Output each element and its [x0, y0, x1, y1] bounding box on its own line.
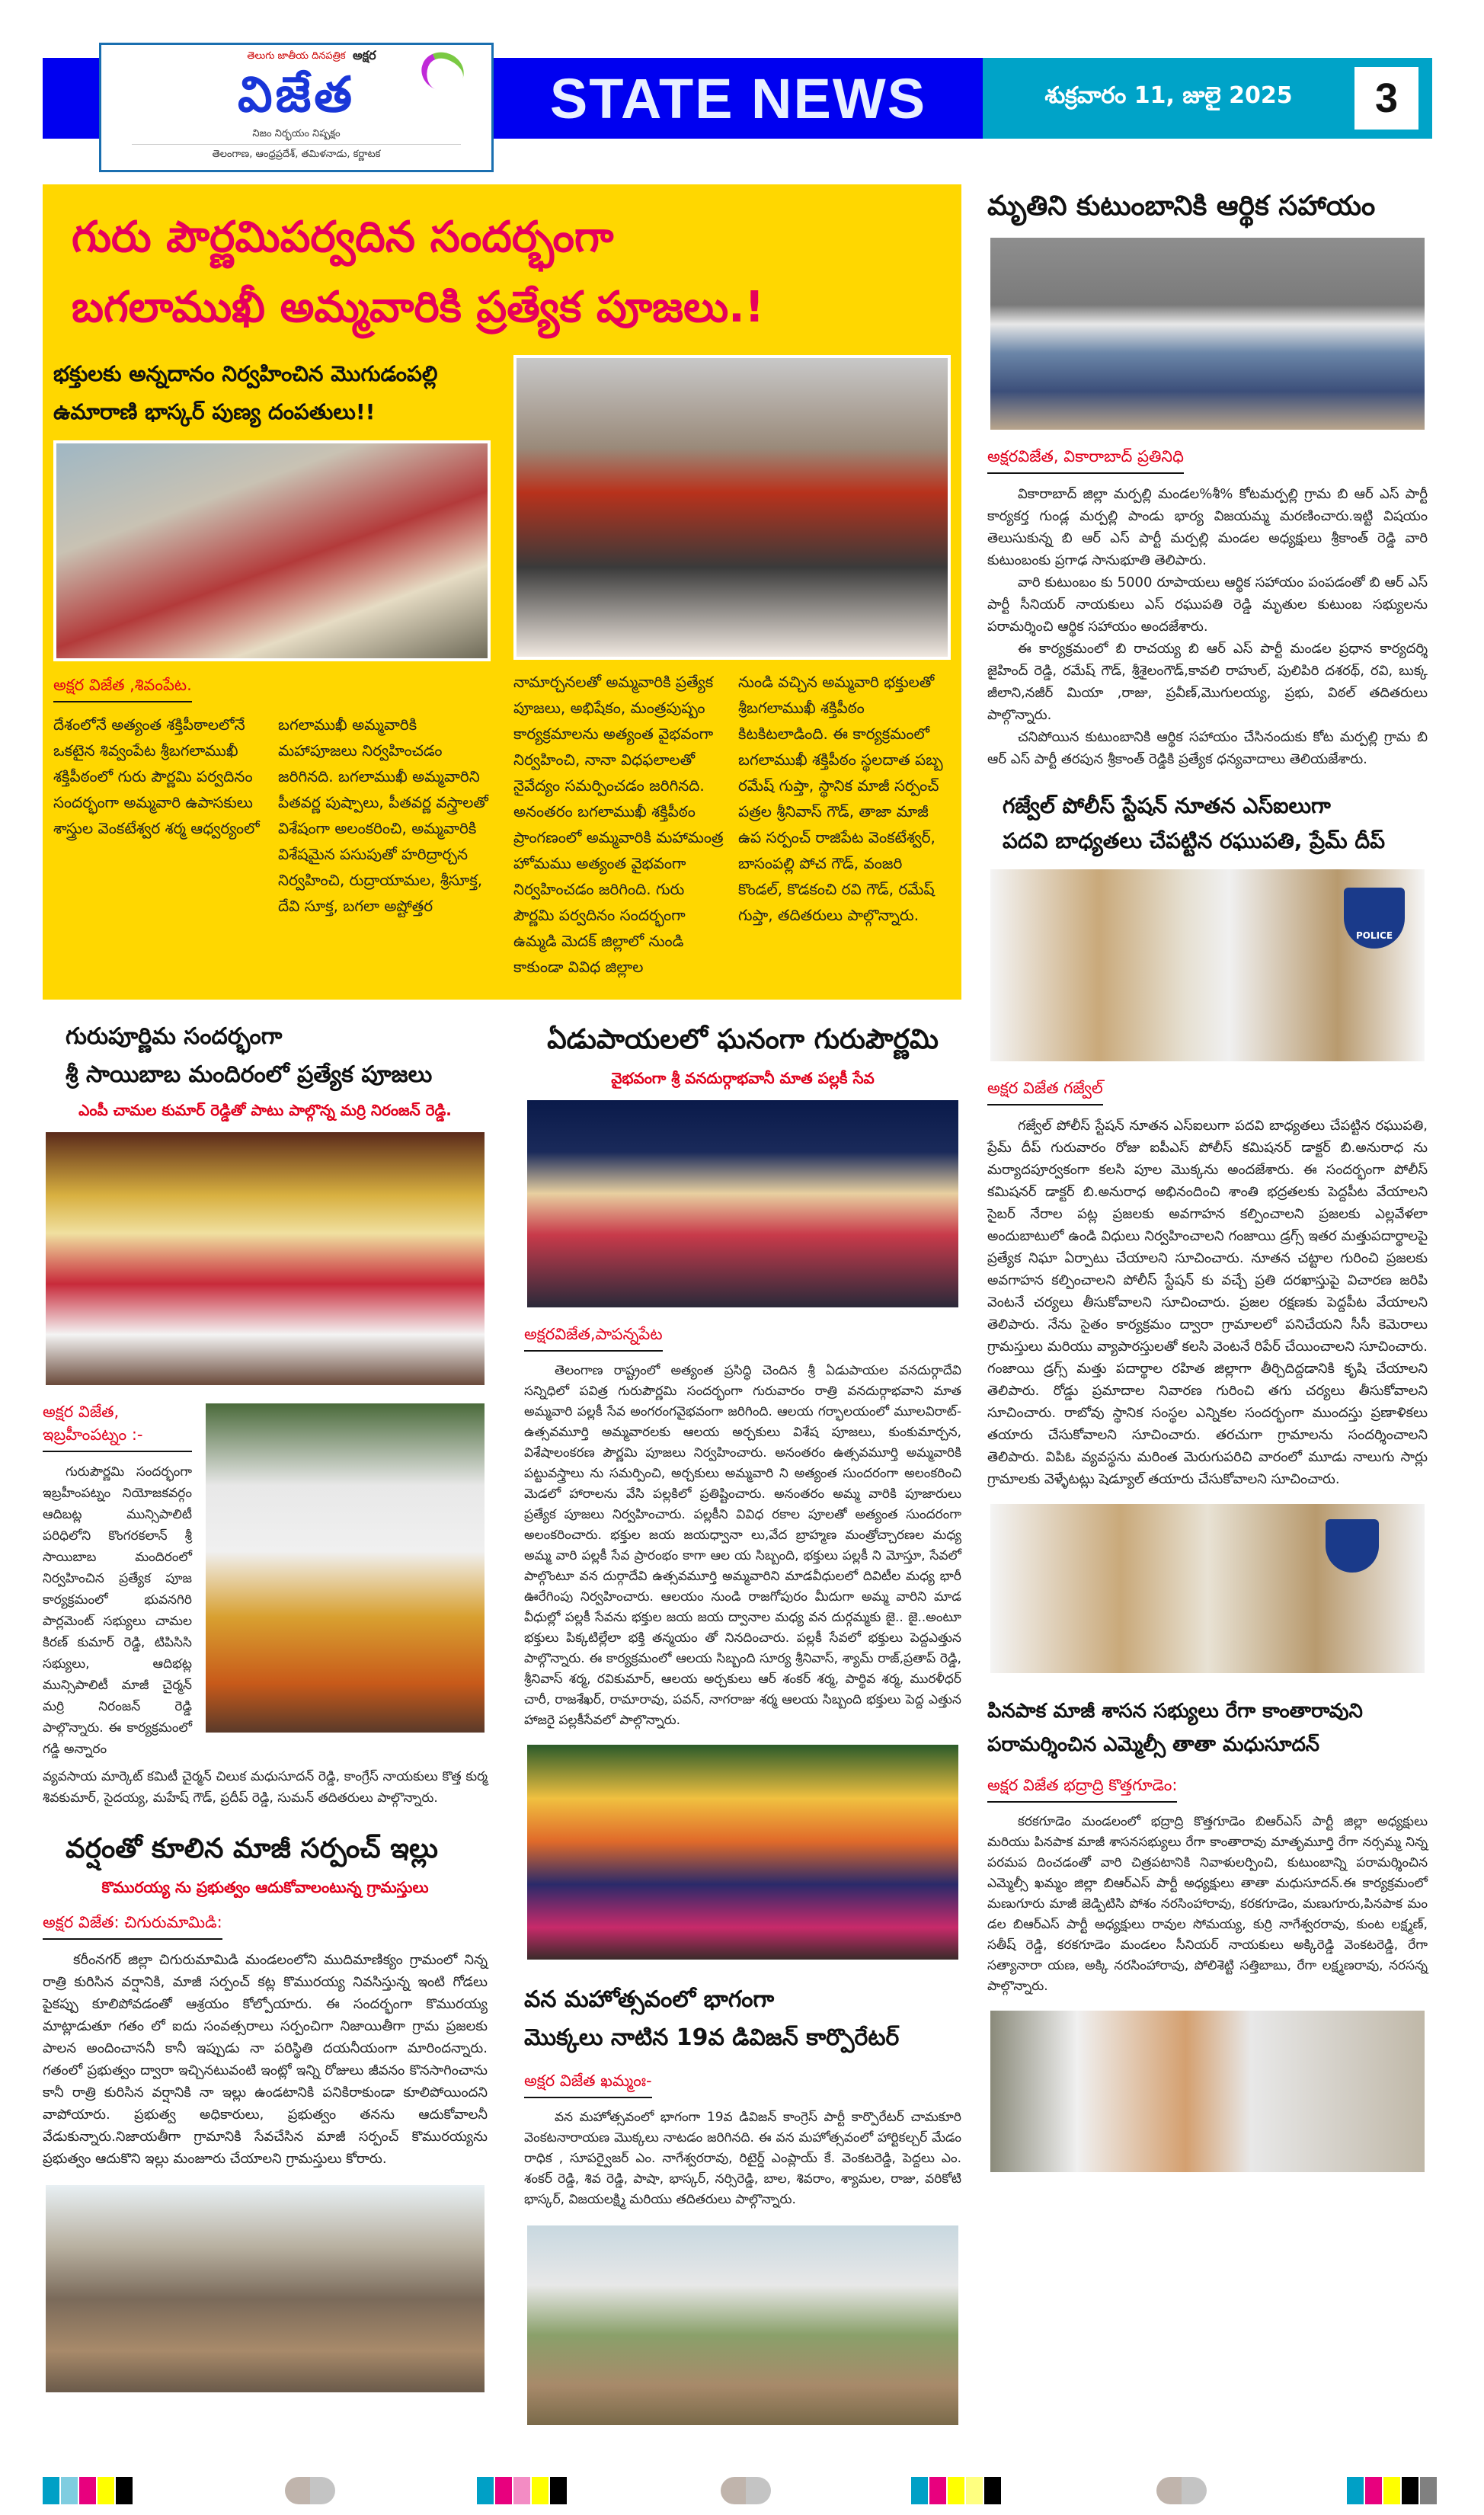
logo-states: తెలంగాణ, ఆంధ్రప్రదేశ్, తమిళనాడు, కర్ణాటక — [132, 144, 461, 162]
paragraph: ఈ కార్యక్రమంలో బి రాచయ్య బి ఆర్ ఎస్ పార్టీ మండల ప్రధాన కార్యదర్శి జైహింద్ రెడ్డి, రమేష్ గౌడ్, శ్రీశైలంగౌడ్,కావలి రాహుల్, పులిపిరి దశరథ్, రవి, బుక్క జీలాని,నజీర్ మియా ,రాజు, ప్రవీణ్,మొగులయ్య, ప్రభు, విఠల్ తదితరులు పాల్గొన్నారు. — [987, 641, 1428, 723]
right-column — [987, 184, 1428, 2193]
paragraph: కరకగూడెం మండలంలో భద్రాద్రి కొత్తగూడెం బిఆర్ఎస్ పార్టీ జిల్లా అధ్యక్షులు మరియు పినపాక మాజీ శాసనసభ్యులు రేగా కాంతారావు మాతృమూర్తి రేగా నర్సమ్మ నిన్న పరమప దించడంతో వారి చిత్రపటానికి నివాళులర్పించి, కుటుంబాన్ని పరామర్శించిన ఎమ్మెల్సీ ఖమ్మం జిల్లా బిఆర్ఎస్ పార్టీ అధ్యక్షులు తాతా మధుసూదన్.ఈ కార్యక్రమంలో మణుగూరు మాజీ జెడ్పిటిసి పోశం నరసింహారావు, కరకగూడెం, మణుగూరు,పినపాక మం డల బిఆర్ఎస్ పార్టీ అధ్యక్షులు రావుల సోమయ్య, కుర్రి నాగేశ్వరరావు, కుంట లక్ష్మణ్, సతీష్ రెడ్డి, కరకగూడెం మండలం సీనియర్ నాయకులు అక్కిరెడ్డి వెంకటరెడ్డి, రేగా సత్యానారా యణ, అక్కి నరసింహారావు, పోలిశెట్టి సత్తిబాబు, రేగా లక్ష్మణరావు, నరసన్న పాల్గొన్నారు. — [987, 1814, 1428, 1994]
logo-motto: నిజం నిర్భయం నిష్పక్షం — [252, 128, 341, 139]
paragraph: చనిపోయిన కుటుంబానికి ఆర్థిక సహాయం చేసినందుకు కోట మర్పల్లి గ్రామ బి ఆర్ ఎస్ పార్టీ తరపున శ్రీకాంత్ రెడ్డికి ప్రత్యేక ధన్యవాదాలు తెలియజేశారు. — [987, 729, 1428, 767]
issue-date: శుక్రవారం 11, జులై 2025 — [1044, 82, 1293, 109]
pinapaka-headline-line2: పరామర్శించిన ఎమ్మెల్సీ తాతా మధుసూదన్ — [987, 1733, 1320, 1756]
pinapaka-headline — [987, 1694, 1428, 1761]
lead-subhead-line1: భక్తులకు అన్నదానం నిర్వహించిన మొగుడంపల్లి — [53, 361, 438, 386]
edupayala-byline — [524, 1323, 961, 1352]
house-byline — [43, 1911, 488, 1940]
aid-body — [987, 483, 1428, 770]
edupayala-headline: ఏడుపాయలలో ఘనంగా గురుపౌర్ణమి — [547, 1024, 939, 1055]
lead-right-half — [513, 355, 951, 980]
byline-text: అక్షర విజేత, ఇబ్రహీంపట్నం :- — [43, 1400, 192, 1452]
edupayala-subhead: వైభవంగా శ్రీ వనదుర్గాభవానీ మాత పల్లకీ సేవ — [611, 1069, 875, 1087]
police-byline — [987, 1077, 1428, 1106]
lead-byline — [53, 674, 491, 702]
paragraph: గజ్వేల్ పోలీస్ స్టేషన్ నూతన ఎస్ఐలుగా పదవి బాధ్యతలు చేపట్టిన రఘుపతి, ప్రేమ్ దీప్ గురువారం రోజు ఐపీఎస్ పోలీస్ కమిషనర్ డాక్టర్ బి.అనురాధ ను మర్యాదపూర్వకంగా కలసి పూల మొక్కను అందజేశారు. ఈ సందర్భంగా పోలీస్ కమిషనర్ డాక్టర్ బి.అనురాధ అభినందించి శాంతి భద్రతలకు పెద్దపీట వేయాలని సైబర్ నేరాల పట్ల ప్రజలకు అవగాహన కల్పించాలని ప్రజలకు ఎల్లవేళలా అందుబాటులో ఉండి విధులు నిర్వహించాలని గంజాయి డ్రగ్స్ ఇతర మత్తుపదార్థాలపై ప్రత్యేక నిఘా ఏర్పాటు చేయాలని సూచించారు. నూతన చట్టాల గురించి ప్రజలకు అవగాహన కల్పించాలని పోలీస్ స్టేషన్ కు వచ్చే ప్రతి దరఖాస్తుపై విచారణ జరిపి వెంటనే చర్యలు తీసుకోవాలని సూచించారు. ప్రజల రక్షణకు పెద్దపీట వేయాలని తెలిపారు. నేను సైతం కార్యక్రమం ద్వారా గ్రామాలలో పనిచేయని సీసీ కెమెరాలు గ్రామస్తులు మరియు వ్యాపారస్తులతో కలసి వెంటనే రిపేర్ చేయించాలని సూచించారు. గంజాయి డ్రగ్స్ మత్తు పదార్థాల రహిత జిల్లాగా తీర్చిదిద్దడానికి కృషి చేయాలని తెలిపారు. రోడ్డు ప్రమాదాల నివారణ గురించి తగు చర్యలు తీసుకోవాలని సూచించారు. రాబోవు స్థానిక సంస్థల ఎన్నికల సందర్భంగా ముందస్తు ప్రణాళికలు తయారు చేసుకోవాలని సూచించారు. తరచుగా గ్రామాలను సందర్శించాలని తెలిపారు. విపిఓ వ్యవస్థను మరింత మెరుగుపరిచి వారంలో మూడు నాలుగు సార్లు గ్రామాలకు వెళ్ళేటట్లు షెడ్యూల్ తయారు చేసుకోవాలని సూచించారు. — [987, 1118, 1428, 1487]
saibaba-narrow-block — [43, 1400, 192, 1760]
lower-columns — [43, 1018, 961, 2446]
police-headline — [987, 789, 1428, 859]
byline-text: అక్షరవిజేత,పాపన్నపేట — [524, 1323, 663, 1352]
lead-left-columns — [53, 712, 491, 919]
house-story — [43, 1827, 488, 2395]
aid-photo — [987, 235, 1428, 433]
aid-story — [987, 184, 1428, 770]
collapsed-house-photo — [43, 2182, 488, 2395]
police-badge-icon — [1326, 1519, 1379, 1573]
vanamahotsavam-headline — [524, 1981, 961, 2057]
vanamahotsavam-body — [524, 2107, 961, 2210]
house-subhead: కొమురయ్య ను ప్రభుత్వం ఆదుకోవాలంటున్న గ్రామస్తులు — [101, 1878, 429, 1896]
lead-headline — [53, 203, 951, 343]
cmyk-bar — [43, 2477, 133, 2504]
palanquin-procession-photo — [524, 1097, 961, 1310]
police-body — [987, 1115, 1428, 1490]
section-title: STATE NEWS — [549, 66, 927, 130]
middle-column — [524, 1018, 961, 2446]
pinapaka-story — [987, 1694, 1428, 2175]
page-number: 3 — [1354, 67, 1418, 130]
tree-planting-photo — [524, 2222, 961, 2428]
vanamahotsavam-story — [524, 1981, 961, 2428]
cmyk-bar — [1347, 2477, 1437, 2504]
byline-text: అక్షర విజేత ,శివంపేట. — [53, 674, 192, 702]
registration-pill — [1156, 2477, 1207, 2504]
paragraph: తెలంగాణ రాష్ట్రంలో అత్యంత ప్రసిద్ధి చెందిన శ్రీ ఏడుపాయల వనదుర్గాదేవి సన్నిధిలో పవిత్ర గురుపౌర్ణమి సందర్భంగా గురువారం రాత్రి వనదుర్గాభవాని మాత అమ్మవారి పల్లకీ సేవ అంగరంగవైభవంగా జరిగింది. ఆలయ గర్భాలయంలో మూలవిరాట్- ఉత్సవమూర్తి అమ్మవారలకు ఆలయ అర్చకులు విశేష పూజలు, కుంకుమార్చన, విశేషాలంకరణ పౌర్ణమి పూజలు నిర్వహించారు. అనంతరం ఉత్సవమూర్తి అమ్మవారికి పట్టువస్త్రాలు ను సమర్పించి, అర్చకులు అమ్మవారి ని అత్యంత సుందరంగా అలంకరించి మెడలో హారాలను వేసి పల్లకిలో ప్రతిష్టించారు. అనంతరం అమ్మ వారికి పూజారులు ప్రత్యేక పూజలు నిర్వహించారు. పల్లకీని వివిధ రకాల పూలతో అత్యంత సుందరంగా అలంకరించారు. భక్తుల జయ జయధ్వానా లు,వేద బ్రాహ్మణ మంత్రోచ్చారణల మధ్య అమ్మ వారి పల్లకీ సేవ ప్రారంభం కాగా ఆల య సిబ్బంది, భక్తులు పల్లకీ ని మోస్తూ, సేవలో పాల్గొంటూ వన దుర్గాదేవి ఉత్సవమూర్తి అమ్మవారిని మాడవీధులలో దివిటీల మధ్య భారీ ఊరేగింపు నిర్వహించారు. ఆలయం నుండి రాజగోపురం మీదుగా అమ్మ వారిని మాడ వీధుల్లో పల్లకీ సేవను భక్తుల జయ జయ ద్వానాల మధ్య వన దుర్గమ్మకు జై.. జై..అంటూ భక్తులు పిక్కటిల్లేలా భక్తి తన్మయం తో నినదించారు. పల్లకీ సేవలో భక్తులు పెద్దఎత్తున పాల్గొన్నారు. ఈ కార్యక్రమంలో ఆలయ సిబ్బంది సూర్య శ్రీనివాస్, శ్యామ్ రాజ్,ప్రతాప్ రెడ్డి, శ్రీనివాస్ శర్మ, రవికుమార్, ఆలయ అర్చకులు ఆర్ శంకర్ శర్మ, పార్థివ శర్మ, మురళీధర్ చారీ, రాజశేఖర్, రామారావు, పవన్, నాగరాజు శర్మ ఆలయ సిబ్బంది భక్తులు పెద్ద ఎత్తున హాజరై పల్లకీసేవలో పాల్గొన్నారు. — [524, 1363, 961, 1728]
police-headline-line2: పదవి బాధ్యతలు చేపట్టిన రఘుపతి, ప్రేమ్ దీప్ — [1003, 828, 1386, 853]
lead-column-4: నుండి వచ్చిన అమ్మవారి భక్తులతో శ్రీబగలాముఖీ శక్తిపీఠం కిటకిటలాడింది. ఈ కార్యక్రమంలో బగలాముఖీ శక్తిపీఠం స్థలదాత పబ్బ రమేష్ గుప్తా, స్థానిక మాజీ సర్పంచ్ పత్రల శ్రీనివాస్ గౌడ్, తాజా మాజీ ఉప సర్పంచ్ రాజిపేట వెంకటేశ్వర్, బాసంపల్లి పోచ గౌడ్, వంజరి కొండల్, కొడకంచి రవి గౌడ్, రమేష్ గుప్తా, తదితరులు పాల్గొన్నారు. — [738, 673, 943, 924]
saibaba-temple-photo — [43, 1129, 488, 1388]
lead-column-1: దేశంలోనే అత్యంత శక్తిపీఠాలలోనే ఒకటైన శివ్వంపేట శ్రీబగలాముఖీ శక్తిపీఠంలో గురు పౌర్ణమి పర్వదినం సందర్భంగా అమ్మవారి ఉపాసకులు శాస్త్రుల వెంకటేశ్వర శర్మ ఆధ్వర్యంలో — [53, 715, 260, 837]
logo-name: విజేత — [237, 67, 356, 123]
saibaba-text-photo-row — [43, 1400, 488, 1760]
logo-tagline: తెలుగు జాతీయ దినపత్రిక — [247, 50, 346, 62]
lead-left-half — [53, 355, 491, 980]
pinapaka-body — [987, 1812, 1428, 1997]
edupayala-story — [524, 1018, 961, 1963]
house-body — [43, 1949, 488, 2170]
saibaba-narrow-text: గురుపౌర్ణమి సందర్భంగా ఇబ్రహీంపట్నం నియోజకవర్గం ఆదిబట్ల మున్సిపాలిటీ పరిధిలోని కొంగరకలాన్ శ్రీ సాయిబాబ మందిరంలో నిర్వహించిన ప్రత్యేక పూజ కార్యక్రమంలో భువనగిరి పార్లమెంట్ సభ్యులు చామల కిరణ్ కుమార్ రెడ్డి, టిపిసిసి సభ్యులు, ఆదిభట్ల మున్సిపాలిటీ మాజీ చైర్మన్ మర్రి నిరంజన్ రెడ్డి పాల్గొన్నారు. ఈ కార్యక్రమంలో గడ్డి అన్నారం — [43, 1464, 192, 1757]
tribute-photo — [987, 2008, 1428, 2175]
cmyk-bar — [911, 2477, 1001, 2504]
lead-subhead — [53, 355, 491, 431]
lead-body-grid — [53, 355, 951, 980]
registration-pill — [285, 2477, 335, 2504]
saibaba-byline — [43, 1400, 192, 1452]
police-headline-line1: గజ్వేల్ పోలీస్ స్టేషన్ నూతన ఎస్ఐలుగా — [1003, 793, 1331, 818]
byline-text: అక్షర విజేత ఖమ్మంః- — [524, 2069, 652, 2098]
byline-text: అక్షరవిజేత, వికారాబాద్ ప్రతినిధి — [987, 445, 1184, 474]
cmyk-bar — [477, 2477, 567, 2504]
vanamahotsavam-headline-line2: మొక్కలు నాటిన 19వ డివిజన్ కార్పొరేటర్ — [524, 2024, 900, 2051]
saibaba-headline-line2: శ్రీ సాయిబాబ మందిరంలో ప్రత్యేక పూజలు — [66, 1061, 433, 1088]
edupayala-body — [524, 1361, 961, 1731]
police-si-photo-1 — [987, 866, 1428, 1064]
vanamahotsavam-headline-line1: వన మహోత్సవంలో భాగంగా — [524, 1986, 775, 2013]
aid-headline: మృతిని కుటుంబానికి ఆర్థిక సహాయం — [987, 190, 1376, 222]
lead-right-columns — [513, 669, 951, 980]
saibaba-story — [43, 1018, 488, 1809]
pinapaka-headline-line1: పినపాక మాజీ శాసన సభ్యులు రేగా కాంతారావుని — [987, 1700, 1363, 1723]
left-column — [43, 1018, 488, 2446]
saibaba-subhead: ఎంపీ చామల కుమార్ రెడ్డితో పాటు పాల్గొన్న మర్రి నిరంజన్ రెడ్డి. — [78, 1101, 452, 1119]
vanamahotsavam-byline — [524, 2069, 961, 2098]
saibaba-wide-text: వ్యవసాయ మార్కెట్ కమిటీ చైర్మన్ చిలుక మధుసూదన్ రెడ్డి, కాంగ్రేస్ నాయకులు కొత్త కుర్మ శివకుమార్, సైదయ్య, మహేష్ గౌడ్, ప్రదీప్ రెడ్డి, సుమన్ తదితరులు పాల్గొన్నారు. — [43, 1769, 488, 1806]
saibaba-headline-line1: గురుపూర్ణిమ సందర్భంగా — [66, 1023, 283, 1050]
lead-headline-line2: బగలాముఖీ అమ్మవారికి ప్రత్యేక పూజలు.! — [72, 283, 765, 332]
aid-byline — [987, 445, 1428, 474]
lead-subhead-line2: ఉమారాణి భాస్కర్ పుణ్య దంపతులు!! — [53, 399, 376, 424]
byline-text: అక్షర విజేత: చిగురుమామిడి: — [43, 1911, 222, 1940]
registration-pill — [721, 2477, 771, 2504]
police-si-photo-2 — [987, 1501, 1428, 1676]
temple-puja-photo — [513, 355, 951, 660]
byline-text: అక్షర విజేత గజ్వేల్ — [987, 1077, 1103, 1106]
pinapaka-byline — [987, 1774, 1428, 1803]
page-content — [43, 0, 1428, 2446]
paragraph: వారి కుటుంబం కు 5000 రూపాయలు ఆర్థిక సహాయం పంపడంతో బి ఆర్ ఎస్ పార్టీ సీనియర్ నాయకులు ఎస్ రఘుపతి రెడ్డి మృతుల కుటుంబ సభ్యులను పరామర్శించి ఆర్థిక సహాయం అందజేశారు. — [987, 574, 1428, 635]
left-area — [43, 184, 961, 2446]
lead-column-3: నామార్చనలతో అమ్మవారికి ప్రత్యేక పూజలు, అభిషేకం, మంత్రపుష్పం కార్యక్రమాలను అత్యంత వైభవంగా నిర్వహించి, నానా విధఫలాలతో నైవేద్యం సమర్పించడం జరిగినది. అనంతరం బగలాముఖీ శక్తిపీఠం ప్రాంగణంలో అమ్మవారికి మహామంత్ర హోమము అత్యంత వైభవంగా నిర్వహించడం జరిగింది. గురు పౌర్ణమి పర్వదినం సందర్భంగా ఉమ్మడి మెదక్ జిల్లాలో నుండి కాకుండా వివిధ జిల్లాల — [513, 673, 724, 976]
lead-column-2: బగలాముఖీ అమ్మవారికి మహాపూజలు నిర్వహించడం జరిగినది. బగలాముఖీ అమ్మవారిని పీతవర్ణ పుష్పాలు, పీతవర్ణ వస్త్రాలతో విశేషంగా అలంకరించి, అమ్మవారికి విశేషమైన పసుపుతో హరిద్రార్చన నిర్వహించి, రుద్రాయామల, శ్రీసూక్త, దేవి సూక్త, బగలా అష్టోత్తర — [278, 715, 488, 915]
devotees-photo — [524, 1742, 961, 1963]
logo-prefix: అక్షర — [353, 48, 376, 62]
paragraph: వన మహోత్సవంలో భాగంగా 19వ డివిజన్ కాంగ్రెస్ పార్టీ కార్పొరేటర్ చామకూరి వెంకటనారాయణ మొక్కలు నాటడం జరిగినది. ఈ వన మహోత్సవంలో హార్టికల్చర్ మేడం రాధిక , సూపర్వైజర్ ఎం. నాగేశ్వరరావు, రిటైర్డ్ ఎంప్లాయ్ కే. వెంకటరెడ్డి, పెద్దలు ఎం. శంకర్ రెడ్డి, శివ రెడ్డి, పాషా, భాస్కర్, నర్సిరెడ్డి, బాల, శివరాం, శ్యామల, రాజు, వరికోటి భాస్కర్, విజయలక్ష్మి మరియు తదితరులు పాల్గొన్నారు. — [524, 2110, 961, 2207]
byline-text: అక్షర విజేత భద్రాద్రి కొత్తగూడెం: — [987, 1774, 1177, 1803]
saibaba-puja-photo — [203, 1400, 488, 1736]
print-registration-marks — [0, 2469, 1484, 2515]
paragraph: కరీంనగర్ జిల్లా చిగురుమామిడి మండలంలోని ముదిమాణిక్యం గ్రామంలో నిన్న రాత్రి కురిసిన వర్షానికి, మాజీ సర్పంచ్ కట్ల కొమురయ్య నివసిస్తున్న ఇంటి గోడలు పైకప్పు కూలిపోవడంతో ఆశ్రయం కోల్పోయారు. ఈ సందర్భంగా కొమురయ్య మాట్లాడుతూ గతం లో ఐదు సంవత్సరాలు సర్పంచిగా నిజాయితీగా గ్రామ ప్రజలకు పాలన అందించాననీ కానీ ఇప్పుడు నా పరిస్థితి దయనీయంగా మారిందన్నారు. గతంలో ప్రభుత్వం ద్వారా ఇచ్చినటువంటి ఇంట్లో ఇన్ని రోజులు జీవనం కొనసాగించాను కానీ రాత్రి కురిసిన వర్షానికి నా ఇల్లు ఉండటానికి పనికిరాకుండా కూలిపోయిందని వాపోయారు. ప్రభుత్వ అధికారులు, ప్రభుత్వం తనను ఆదుకోవాలనీ వేడుకున్నారు.నిజాయతీగా గ్రామానికి సేవచేసిన మాజీ సర్పంచ్ కొమురయ్యను ప్రభుత్వం ఆదుకొని ఇల్లు మంజూరు చేయాలని గ్రామస్తులు కోరారు. — [43, 1952, 488, 2167]
lead-headline-line1: గురు పౌర్ణమిపర్వదిన సందర్భంగా — [72, 213, 614, 262]
police-story — [987, 789, 1428, 1676]
paragraph: వికారాబాద్ జిల్లా మర్పల్లి మండల%శీ% కోటమర్పల్లి గ్రామ బి ఆర్ ఎస్ పార్టీ కార్యకర్త గుండ్ల మర్పల్లి పాండు భార్య విజయమ్మ మరణించారు.ఇట్టి విషయం తెలుసుకున్న బి ఆర్ ఎస్ పార్టీ మర్పల్లి మండల అధ్యక్షులు శ్రీకాంత్ రెడ్డి వారి కుటుంబంకు ప్రగాఢ సానుభూతి తెలిపారు. — [987, 486, 1428, 568]
police-badge-icon: POLICE — [1344, 888, 1405, 949]
saibaba-headline — [43, 1018, 488, 1094]
annadanam-photo — [53, 440, 491, 661]
house-headline: వర్షంతో కూలిన మాజీ సర్పంచ్ ఇల్లు — [66, 1833, 438, 1864]
lead-story — [43, 184, 961, 1000]
